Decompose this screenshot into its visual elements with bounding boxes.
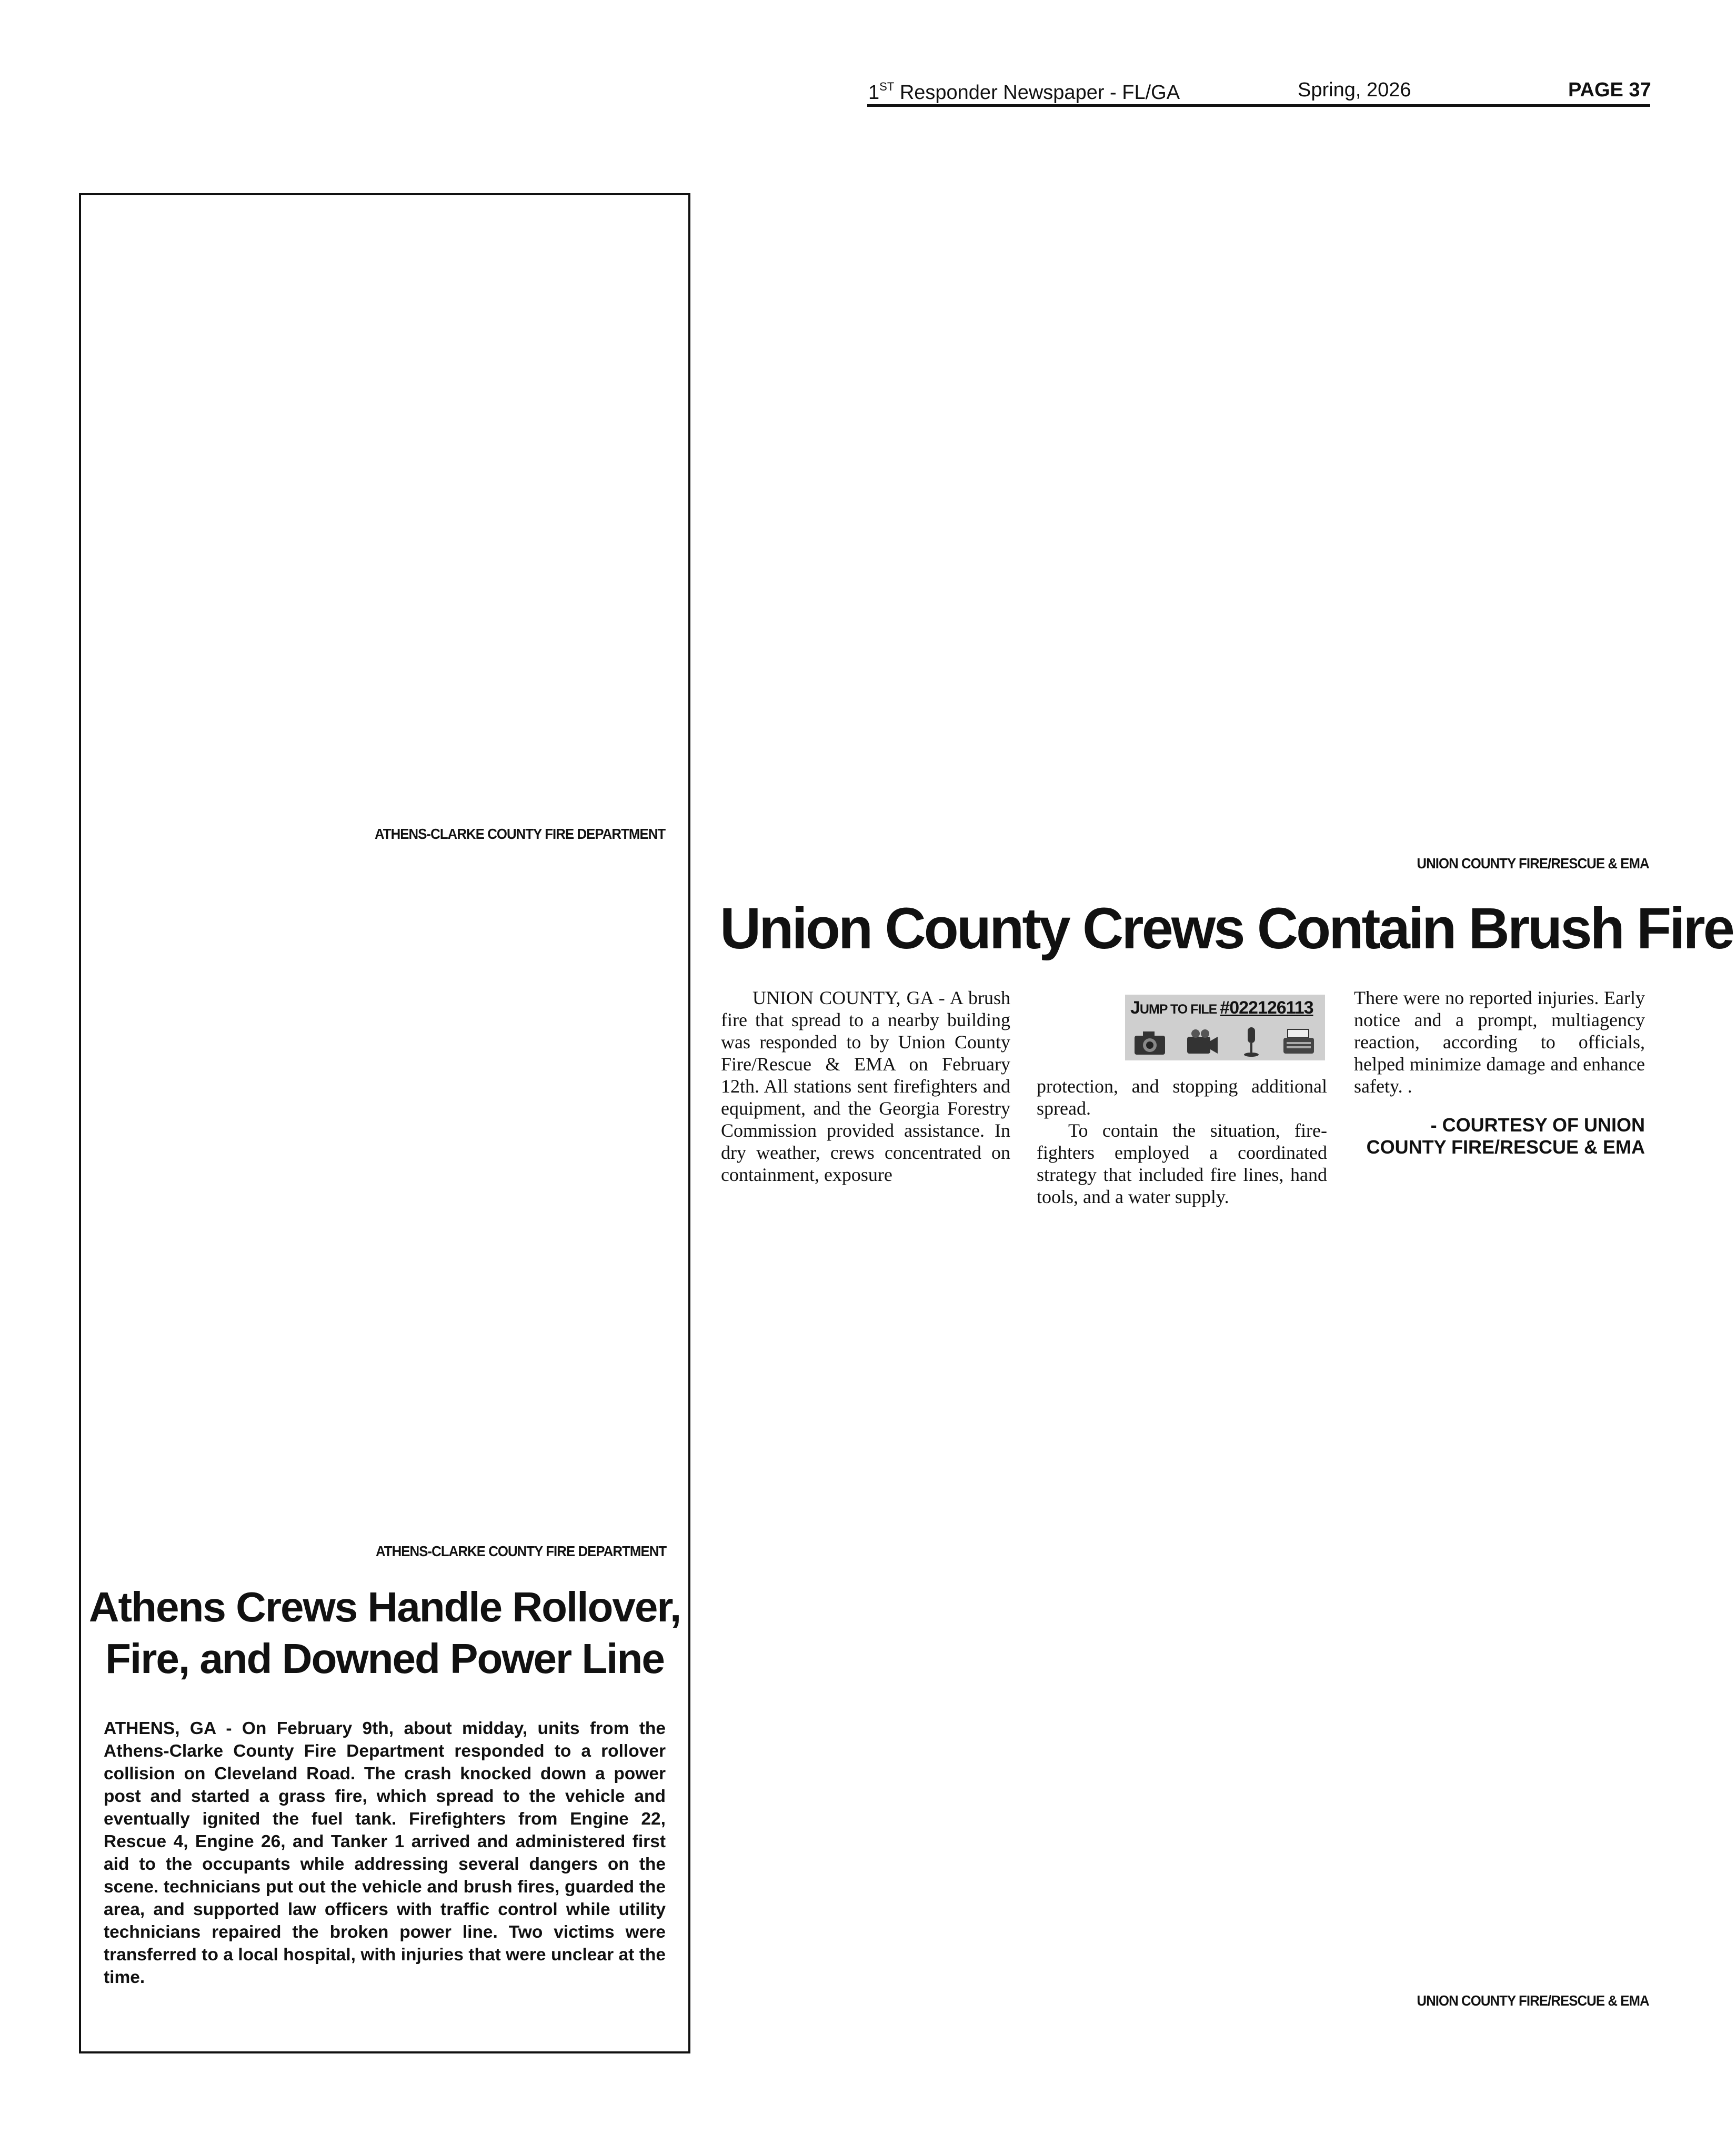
union-article-column-2	[1037, 1075, 1327, 1208]
courtesy-line	[1354, 1114, 1645, 1158]
union-col2-paragraph-2: To contain the situation, firefighters employed a coordinated strategy that included fire lines, hand tools, and a water supply.	[1037, 1120, 1327, 1207]
union-col3-paragraph: There were no reported injuries. Early notice and a prompt, multiagency reaction, according to officials, helped minimize damage and enhance safety. .	[1354, 987, 1645, 1097]
header-rule	[867, 104, 1650, 107]
jump-to-file-label[interactable]: JUMP TO FILE #022126113	[1130, 998, 1313, 1018]
photo-credit-union-top: UNION COUNTY FIRE/RESCUE & EMA	[1417, 855, 1649, 871]
union-col1-paragraph: UNION COUNTY, GA - A brush fire that spread to a nearby building was responded to by Union County Fire/Rescue & EMA on February 12th. All stations sent firefighters and equipment, and the Georgia Forestry Commission provided assistance. In dry weather, crews concentrated on containment, exposure	[721, 987, 1010, 1185]
photo-credit-union-bottom: UNION COUNTY FIRE/RESCUE & EMA	[1417, 1992, 1649, 2009]
union-headline: Union County Crews Contain Brush Fire	[720, 896, 1733, 961]
union-col2-paragraph-1: protection, and stopping additional spread.	[1037, 1076, 1327, 1119]
photo-credit-athens-bottom: ATHENS-CLARKE COUNTY FIRE DEPARTMENT	[375, 1543, 666, 1559]
publication-name: 1ST Responder Newspaper - FL/GA	[868, 80, 1180, 104]
page-number: PAGE 37	[1568, 79, 1651, 101]
issue-date: Spring, 2026	[1298, 79, 1411, 101]
photo-credit-athens-top: ATHENS-CLARKE COUNTY FIRE DEPARTMENT	[374, 826, 665, 842]
courtesy-line-1: - COURTESY OF UNION	[1430, 1114, 1645, 1136]
jump-file-number: #022126113	[1220, 998, 1313, 1018]
athens-headline-line1: Athens Crews Handle Rollover,	[88, 1584, 681, 1630]
athens-headline-line2: Fire, and Downed Power Line	[105, 1635, 664, 1682]
courtesy-line-2: COUNTY FIRE/RESCUE & EMA	[1366, 1136, 1645, 1158]
athens-headline	[79, 1581, 690, 1685]
union-article-column-1	[721, 987, 1010, 1186]
camera-icon	[1131, 1026, 1168, 1058]
athens-article-body: ATHENS, GA - On February 9th, about midday, units from the Athens-Clarke County Fire Department responded to a rollover collision on Cleveland Road. The crash knocked down a power post and started a grass fire, which spread to the vehicle and eventually ignited the fuel tank. Firefighters from Engine 22, Rescue 4, Engine 26, and Tanker 1 arrived and administered first aid to the occupants while addressing several dangers on the scene. technicians put out the vehicle and brush fires, guarded the area, and supported law officers with traffic control while utility technicians repaired the broken power line. Two victims were transferred to a local hospital, with injuries that were unclear at the time.	[104, 1719, 666, 1987]
union-article-column-3	[1354, 987, 1645, 1097]
jump-to-file-badge[interactable]	[1125, 995, 1325, 1060]
video-camera-icon	[1183, 1026, 1220, 1058]
typewriter-icon	[1280, 1026, 1317, 1058]
microphone-icon	[1233, 1026, 1270, 1058]
